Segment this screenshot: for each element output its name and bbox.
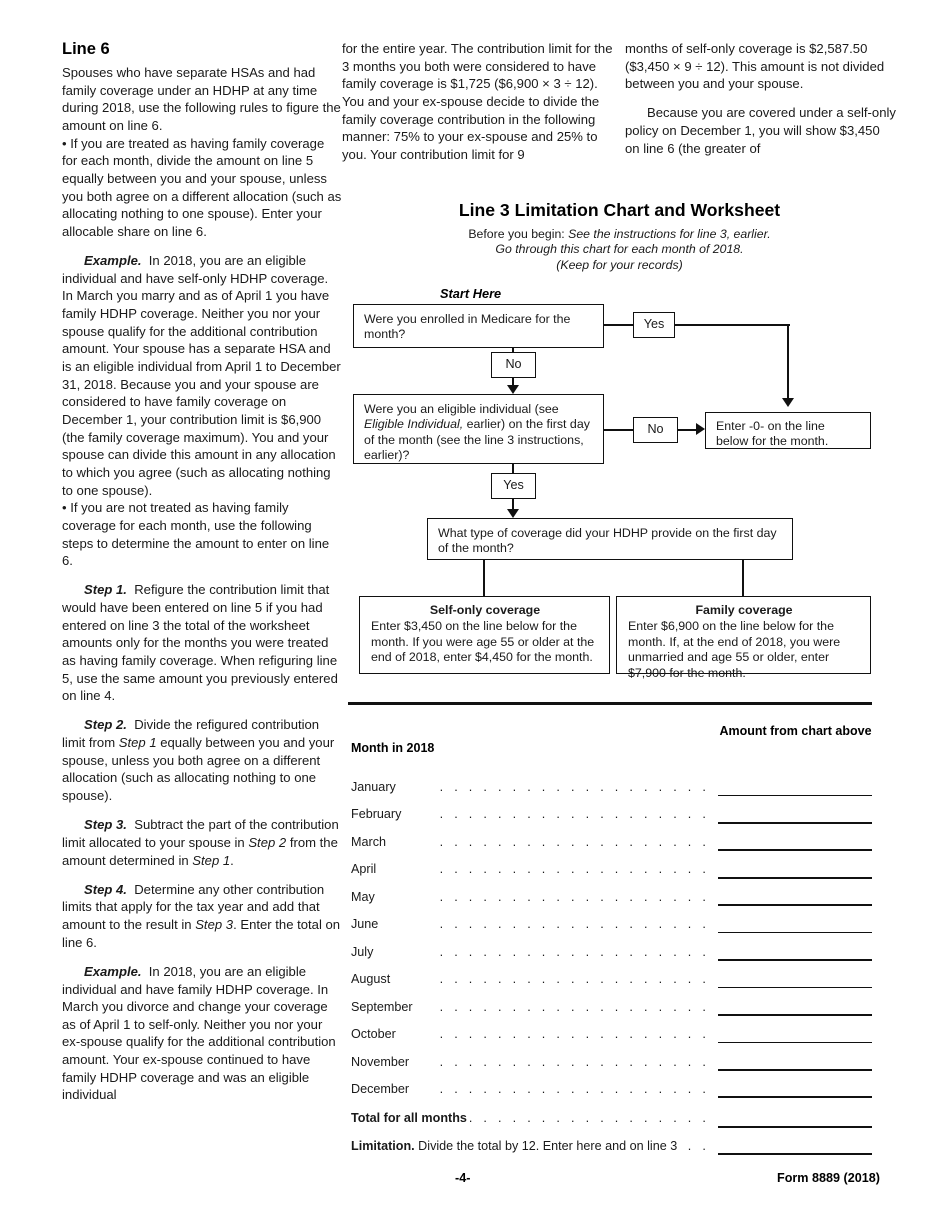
- dot-leader: ...................: [439, 1027, 717, 1042]
- worksheet-answer-line[interactable]: [718, 959, 872, 961]
- worksheet-row-label: Total for all months: [351, 1111, 467, 1126]
- example-2-text: In 2018, you are an eligible individual and have family HDHP coverage. In March you divorce and change your coverage as of April 1 to self-only. Neither you nor your ex-spouse qualify for the additional contribution amount. Your ex-spouse continued to have family HDHP coverage and was an eligible individual: [62, 963, 336, 1103]
- worksheet-row-label: April: [351, 862, 377, 877]
- connector-no-to-enter-zero: [678, 429, 698, 431]
- dot-leader: ...................: [439, 972, 717, 987]
- worksheet-row-label: June: [351, 917, 379, 932]
- paragraph-example-1: [62, 252, 342, 499]
- worksheet-answer-line[interactable]: [718, 1014, 872, 1016]
- step-3-reference-1: Step 2: [248, 834, 287, 850]
- connector-yes-down: [787, 324, 789, 398]
- worksheet-row-august: [351, 972, 872, 992]
- text-column-right: [625, 40, 897, 157]
- step-3-text-b: from the amount determined in: [62, 834, 338, 868]
- worksheet-row-label: Limitation. Divide the total by 12. Enter here and on line 3: [351, 1138, 678, 1153]
- worksheet-answer-line[interactable]: [718, 877, 872, 879]
- dot-leader: .................: [468, 1111, 717, 1126]
- step-1-label: Step 1.: [84, 582, 127, 598]
- connector-eligible-to-no: [604, 429, 633, 431]
- arrowhead-no-into-enter-zero: [696, 423, 705, 435]
- worksheet-title: Line 3 Limitation Chart and Worksheet: [458, 200, 781, 220]
- worksheet-column-header-amount: Amount from chart above: [719, 724, 872, 738]
- worksheet-answer-line[interactable]: [718, 932, 872, 934]
- worksheet-row-may: [351, 890, 872, 910]
- worksheet-row-march: [351, 835, 872, 855]
- paragraph-nine-months-self-only: months of self-only coverage is $2,587.50 ($3,450 × 9 ÷ 12). This amount is not divided between you and your spouse.: [625, 41, 885, 92]
- self-only-coverage-header: Self-only coverage: [429, 603, 541, 617]
- connector-yes-right: [675, 324, 790, 326]
- worksheet-row-december: [351, 1082, 872, 1102]
- self-only-coverage-text: Enter $3,450 on the line below for the month. If you were age 55 or older at the end of 2018, enter $4,450 for the month.: [371, 619, 595, 665]
- family-coverage-text: Enter $6,900 on the line below for the month. If, at the end of 2018, you were unmarried and age 55 or older, enter $7,900 for the month.: [628, 619, 841, 680]
- example-1-text: In 2018, you are an eligible individual and have self-only HDHP coverage. In March you marry and as of April 1 you have family HDHP coverage. Neither you nor your spouse qualify for the additional contribution amount. Your spouse has a separate HSA and is an eligible individual from April 1 to December 31, 2018. Because you and your spouse are considered to have family coverage on December 1, your contribution limit is $6,900 (the family coverage maximum). You and your spouse can divide this amount in any allocation to which you agree (such as allocating nothing to one spouse).: [62, 253, 341, 498]
- eligible-italic-reference: Eligible Individual,: [364, 417, 464, 432]
- dot-leader: ...................: [439, 834, 717, 849]
- example-2-label: Example.: [84, 963, 142, 979]
- worksheet-answer-line[interactable]: [718, 904, 872, 906]
- worksheet-answer-line[interactable]: [718, 987, 872, 989]
- step-3-text-c: .: [230, 852, 234, 868]
- flow-box-family-coverage: [616, 596, 871, 680]
- dot-leader: ..: [687, 1138, 717, 1153]
- flow-decision-yes-medicare: Yes: [633, 312, 675, 338]
- worksheet-answer-line[interactable]: [718, 822, 872, 824]
- flow-decision-yes-eligible: Yes: [491, 473, 536, 499]
- worksheet-row-label: January: [351, 780, 396, 794]
- worksheet-row-september: [351, 1000, 872, 1020]
- worksheet-row-label: August: [351, 972, 391, 987]
- paragraph-step-1: [62, 581, 342, 705]
- family-coverage-header: Family coverage: [695, 603, 793, 617]
- dot-leader: ...................: [439, 807, 717, 822]
- dot-leader: ...................: [439, 917, 717, 932]
- dot-leader: ...................: [439, 889, 717, 904]
- eligible-text-part-2: earlier) on the first day of the month (see the line 3 instructions, earlier)?: [364, 417, 590, 463]
- worksheet-row-october: [351, 1027, 872, 1047]
- paragraph-example-2: [62, 963, 342, 1104]
- worksheet-row-label: February: [351, 807, 402, 822]
- flow-box-self-only-coverage: [359, 596, 610, 674]
- footer-page-number: -4-: [455, 1171, 471, 1185]
- step-2-reference: Step 1: [118, 735, 157, 751]
- connector-to-family: [742, 560, 744, 596]
- arrowhead-yes-into-what-type: [507, 509, 519, 518]
- paragraph-step-4: [62, 881, 342, 952]
- text-column-middle: [342, 40, 614, 164]
- worksheet-row-label: September: [351, 999, 413, 1014]
- worksheet-row-january: [351, 780, 872, 800]
- worksheet-subtitle: [342, 227, 897, 273]
- worksheet-row-june: [351, 917, 872, 937]
- flow-decision-no-medicare: No: [491, 352, 536, 378]
- dot-leader: ...................: [439, 999, 717, 1014]
- bullet-treated-as-family: • If you are treated as having family coverage for each month, divide the amount on line 5 equally between you and your spouse, unless you both agree on a different allocation (such as allocating nothing to one spouse). Enter your allocable share on line 6.: [62, 135, 342, 239]
- flow-box-coverage-type-question: What type of coverage did your HDHP provide on the first day of the month?: [427, 518, 793, 560]
- step-2-label: Step 2.: [84, 717, 127, 733]
- worksheet-answer-line[interactable]: [718, 1096, 872, 1098]
- example-1-label: Example.: [84, 253, 142, 269]
- worksheet-answer-line[interactable]: [718, 1153, 872, 1155]
- worksheet-answer-line[interactable]: [718, 849, 872, 851]
- flow-box-enter-zero: Enter -0- on the line below for the month.: [705, 412, 871, 449]
- step-3-reference-2: Step 1: [192, 852, 231, 868]
- step-2-text-b: equally between you and your spouse, unless you both agree on a different allocation (such as allocating nothing to one spouse).: [62, 735, 335, 804]
- flow-box-eligible-individual-question: [353, 394, 604, 464]
- step-4-label: Step 4.: [84, 881, 127, 897]
- paragraph-step-3: [62, 816, 342, 869]
- step-3-text-a: Subtract the part of the contribution limit allocated to your spouse in: [62, 817, 339, 850]
- dot-leader: ...................: [439, 1054, 717, 1069]
- step-3-label: Step 3.: [84, 817, 127, 833]
- connector-medicare-to-yes: [604, 324, 633, 326]
- arrowhead-no-into-eligible: [507, 385, 519, 394]
- start-here-label: Start Here: [440, 286, 502, 301]
- bullet-not-treated-as-family: • If you are not treated as having family coverage for each month, use the following steps to determine the amount to enter on line 6.: [62, 500, 330, 569]
- connector-to-self-only: [483, 560, 485, 596]
- subtitle-keep-for-records: (Keep for your records): [556, 257, 683, 272]
- worksheet-row-april: [351, 862, 872, 882]
- paragraph-spouses-separate-hsas: Spouses who have separate HSAs and had family coverage under an HDHP at any time during 2018, use the following rules to figure the amount on line 6.: [62, 65, 341, 133]
- dot-leader: ...................: [439, 862, 717, 877]
- worksheet-row-label: October: [351, 1027, 396, 1042]
- worksheet-row-label: July: [351, 944, 374, 959]
- worksheet-top-rule: [348, 702, 872, 705]
- section-heading-line-6: Line 6: [62, 40, 110, 58]
- worksheet-row-february: [351, 807, 872, 827]
- step-1-text: Refigure the contribution limit that would have been entered on line 5 if you had entered on line 3 the total of the worksheet amounts only for the months you were treated as having family coverage. When refiguring line 5, use the same amount you previously entered on line 4.: [62, 582, 338, 704]
- worksheet-answer-line[interactable]: [718, 1126, 872, 1128]
- subtitle-go-through-chart: Go through this chart for each month of 2018.: [495, 242, 744, 257]
- flow-box-medicare-question: Were you enrolled in Medicare for the month?: [353, 304, 604, 348]
- paragraph-because-covered-self-only: Because you are covered under a self-only policy on December 1, you will show $3,450 on line 6 (the greater of: [625, 105, 896, 156]
- step-4-text-a: Determine any other contribution limits that apply for the tax year and add that amount to the result in: [62, 881, 325, 933]
- worksheet-row-label: March: [351, 834, 386, 849]
- dot-leader: ...................: [439, 1081, 717, 1096]
- subtitle-see-instructions: See the instructions for line 3, earlier.: [568, 227, 771, 241]
- worksheet-row-label: May: [351, 889, 375, 904]
- arrowhead-yes-into-enter-zero: [782, 398, 794, 407]
- worksheet-row-total: [351, 1111, 872, 1131]
- worksheet-row-label: December: [351, 1081, 410, 1096]
- step-2-text-a: Divide the refigured contribution limit from: [62, 717, 320, 751]
- worksheet-row-limitation: [351, 1139, 872, 1159]
- subtitle-before-you-begin: Before you begin:: [468, 227, 569, 241]
- step-4-text-b: . Enter the total on line 6.: [62, 917, 341, 950]
- worksheet-answer-line[interactable]: [718, 1042, 872, 1044]
- flow-decision-no-eligible: No: [633, 417, 678, 443]
- paragraph-entire-year-continuation: for the entire year. The contribution limit for the 3 months you both were considered to have family coverage is $1,725 ($6,900 × 3 ÷ 12). You and your ex-spouse decide to divide the family coverage contribution in the following manner: 75% to your ex-spouse and 25% to you. Your contribution limit for 9: [342, 41, 613, 162]
- footer-form-identifier: Form 8889 (2018): [777, 1171, 880, 1185]
- worksheet-row-july: [351, 945, 872, 965]
- worksheet-answer-line[interactable]: [718, 1069, 872, 1071]
- dot-leader: ...................: [439, 944, 717, 959]
- worksheet-row-label: November: [351, 1054, 410, 1069]
- paragraph-step-2: [62, 716, 342, 804]
- step-4-reference: Step 3: [195, 917, 234, 933]
- worksheet-row-november: [351, 1055, 872, 1075]
- dot-leader: ...................: [439, 780, 717, 794]
- eligible-text-part-1: Were you an eligible individual (see: [364, 402, 559, 416]
- worksheet-answer-line[interactable]: [718, 795, 872, 797]
- worksheet-column-header-month: Month in 2018: [351, 741, 435, 755]
- text-column-left: [62, 40, 342, 1104]
